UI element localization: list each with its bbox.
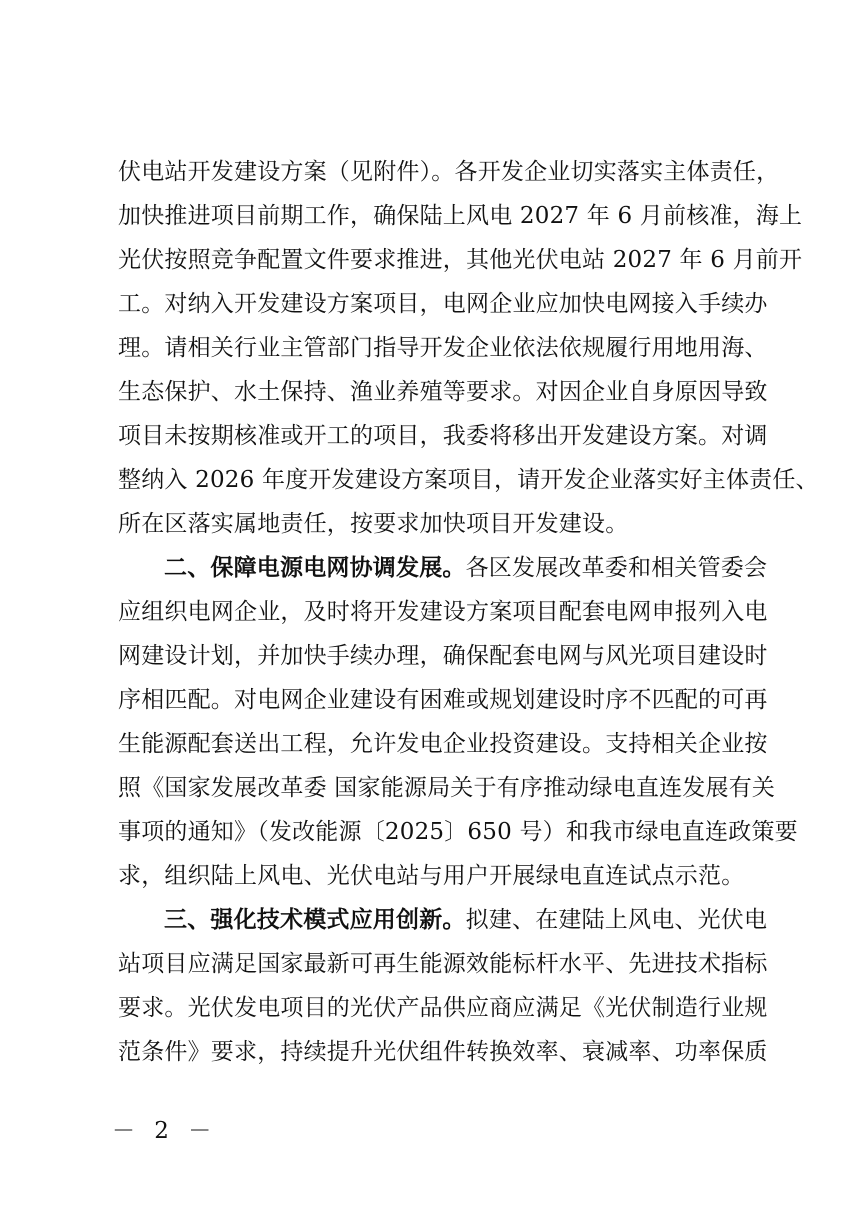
paragraph-line: 光伏按照竞争配置文件要求推进，其他光伏电站 2027 年 6 月前开 [118, 247, 803, 273]
section-2-text: 各区发展改革委和相关管委会 [465, 555, 768, 581]
paragraph-line: 工。对纳入开发建设方案项目，电网企业应加快电网接入手续办 [118, 291, 768, 317]
paragraph-line: 要求。光伏发电项目的光伏产品供应商应满足《光伏制造行业规 [118, 995, 768, 1021]
paragraph-line: 应组织电网企业，及时将开发建设方案项目配套电网申报列入电 [118, 599, 768, 625]
paragraph-line: 站项目应满足国家最新可再生能源效能标杆水平、先进技术指标 [118, 951, 768, 977]
section-3-first-line [118, 898, 768, 942]
section-2-first-line [118, 546, 768, 590]
section-3-text: 拟建、在建陆上风电、光伏电 [465, 907, 768, 933]
paragraph-line: 伏电站开发建设方案（见附件）。各开发企业切实落实主体责任， [118, 159, 780, 185]
paragraph-line: 序相匹配。对电网企业建设有困难或规划建设时序不匹配的可再 [118, 687, 768, 713]
paragraph-line: 整纳入 2026 年度开发建设方案项目，请开发企业落实好主体责任、 [118, 467, 819, 493]
paragraph-line: 生态保护、水土保持、渔业养殖等要求。对因企业自身原因导致 [118, 379, 768, 405]
paragraph-line: 网建设计划，并加快手续办理，确保配套电网与风光项目建设时 [118, 643, 768, 669]
paragraph-line: 理。请相关行业主管部门指导开发企业依法依规履行用地用海、 [118, 335, 768, 361]
page-number: － 2 － [112, 1118, 218, 1144]
paragraph-line: 所在区落实属地责任，按要求加快项目开发建设。 [118, 511, 629, 537]
paragraph-line: 求，组织陆上风电、光伏电站与用户开展绿电直连试点示范。 [118, 863, 745, 889]
document-body [118, 150, 819, 1074]
paragraph-line: 事项的通知》（发改能源〔2025〕650 号）和我市绿电直连政策要 [118, 819, 798, 845]
paragraph-line: 照《国家发展改革委 国家能源局关于有序推动绿电直连发展有关 [118, 775, 776, 801]
section-3-heading: 三、强化技术模式应用创新。 [164, 907, 466, 933]
paragraph-line: 范条件》要求，持续提升光伏组件转换效率、衰减率、功率保质 [118, 1039, 768, 1065]
paragraph-line: 项目未按期核准或开工的项目，我委将移出开发建设方案。对调 [118, 423, 768, 449]
paragraph-line: 加快推进项目前期工作，确保陆上风电 2027 年 6 月前核准，海上 [118, 203, 803, 229]
section-2-heading: 二、保障电源电网协调发展。 [164, 555, 466, 581]
paragraph-line: 生能源配套送出工程，允许发电企业投资建设。支持相关企业按 [118, 731, 768, 757]
